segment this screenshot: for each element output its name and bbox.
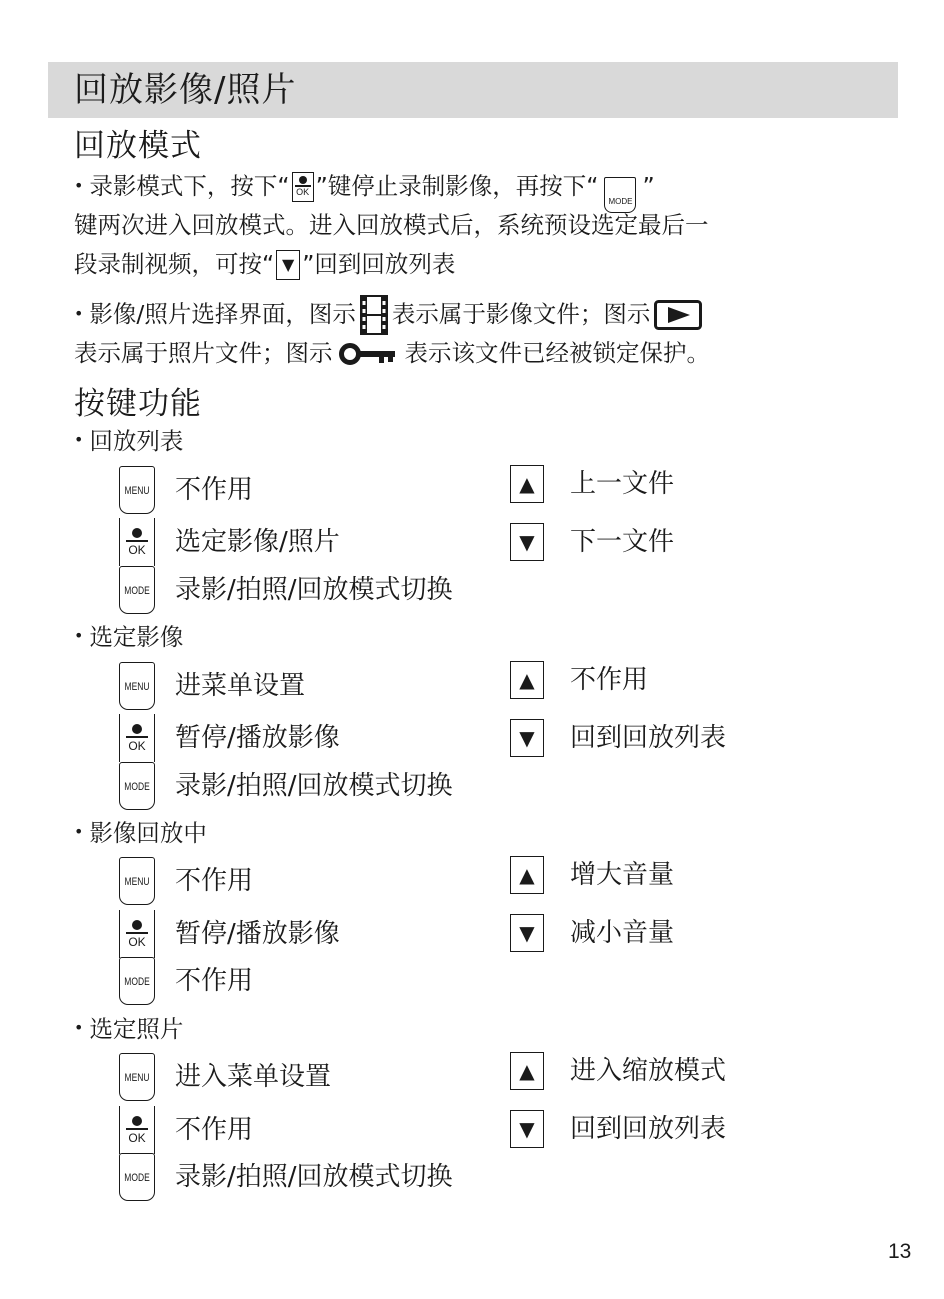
film-icon bbox=[360, 295, 388, 335]
paragraph-icon-legend bbox=[74, 295, 864, 373]
function-row-menu bbox=[119, 1053, 331, 1101]
menu-key-icon: MENU bbox=[119, 662, 155, 710]
function-label: 不作用 bbox=[175, 966, 254, 996]
down-key-icon: ▼ bbox=[510, 719, 544, 757]
mode-key-icon: MODE bbox=[119, 1153, 155, 1201]
subsection-label: 选定照片 bbox=[89, 1015, 184, 1043]
up-key-icon: ▲ bbox=[510, 856, 544, 894]
section-heading-playback-mode: 回放模式 bbox=[74, 128, 202, 164]
function-label: 上一文件 bbox=[570, 469, 675, 499]
down-key-icon: ▼ bbox=[510, 914, 544, 952]
paragraph-playback-intro bbox=[74, 167, 864, 284]
function-row-up bbox=[510, 856, 674, 894]
function-label: 录影/拍照/回放模式切换 bbox=[175, 1162, 453, 1192]
function-label: 选定影像/照片 bbox=[175, 527, 340, 557]
mode-key-icon: MODE bbox=[119, 566, 155, 614]
function-label: 回到回放列表 bbox=[570, 1114, 727, 1144]
ok-key-icon: OK bbox=[119, 1106, 155, 1154]
ok-key-icon: OK bbox=[292, 172, 314, 202]
bullet: • bbox=[74, 822, 84, 841]
up-key-icon: ▲ bbox=[510, 465, 544, 503]
text: ”回到回放列表 bbox=[302, 250, 456, 278]
mode-key-icon: MODE bbox=[119, 957, 155, 1005]
function-label: 减小音量 bbox=[570, 918, 675, 948]
down-key-icon: ▼ bbox=[276, 250, 300, 280]
text: ”键停止录制影像，再按下“ bbox=[315, 172, 599, 200]
subsection-title bbox=[74, 1013, 183, 1045]
subsection-title bbox=[74, 817, 207, 849]
bullet: • bbox=[74, 626, 84, 645]
function-row-up bbox=[510, 465, 674, 503]
subsection-title bbox=[74, 621, 183, 653]
text: 段录制视频，可按“ bbox=[74, 250, 275, 278]
function-label: 暂停/播放影像 bbox=[175, 919, 340, 949]
down-key-icon: ▼ bbox=[510, 1110, 544, 1148]
function-row-down bbox=[510, 1110, 726, 1148]
function-label: 下一文件 bbox=[570, 527, 675, 557]
menu-key-icon: MENU bbox=[119, 466, 155, 514]
text: 影像/照片选择界面，图示 bbox=[89, 300, 356, 328]
text: 表示属于影像文件；图示 bbox=[391, 300, 651, 328]
ok-key-icon: OK bbox=[119, 910, 155, 958]
subsection-label: 影像回放中 bbox=[89, 819, 207, 847]
ok-key-icon: OK bbox=[119, 714, 155, 762]
function-row-menu bbox=[119, 857, 253, 905]
text: ” bbox=[642, 172, 655, 200]
header-bar bbox=[48, 62, 898, 118]
function-label: 增大音量 bbox=[570, 860, 675, 890]
key-lock-icon bbox=[339, 342, 397, 366]
function-label: 进入缩放模式 bbox=[570, 1056, 727, 1086]
up-key-icon: ▲ bbox=[510, 661, 544, 699]
function-label: 不作用 bbox=[570, 665, 649, 695]
function-row-ok bbox=[119, 1106, 253, 1154]
function-row-ok bbox=[119, 518, 340, 566]
down-key-icon: ▼ bbox=[510, 523, 544, 561]
function-row-up bbox=[510, 661, 648, 699]
function-label: 暂停/播放影像 bbox=[175, 723, 340, 753]
subsection-label: 回放列表 bbox=[89, 427, 184, 455]
function-row-ok bbox=[119, 714, 340, 762]
function-row-menu bbox=[119, 466, 253, 514]
mode-key-icon: MODE bbox=[119, 762, 155, 810]
menu-key-icon: MENU bbox=[119, 857, 155, 905]
function-row-mode bbox=[119, 957, 253, 1005]
bullet: • bbox=[74, 1018, 84, 1037]
mode-key-icon: MODE bbox=[604, 177, 636, 213]
function-label: 回到回放列表 bbox=[570, 723, 727, 753]
text-line: 键两次进入回放模式。进入回放模式后，系统预设选定最后一 bbox=[74, 211, 709, 239]
bullet: • bbox=[74, 304, 84, 323]
function-row-down bbox=[510, 523, 674, 561]
function-row-down bbox=[510, 914, 674, 952]
function-row-mode bbox=[119, 1153, 453, 1201]
text: 表示该文件已经被锁定保护。 bbox=[404, 339, 710, 367]
text: 表示属于照片文件；图示 bbox=[74, 339, 333, 367]
function-row-mode bbox=[119, 566, 453, 614]
up-key-icon: ▲ bbox=[510, 1052, 544, 1090]
subsection-title bbox=[74, 425, 183, 457]
page-title: 回放影像/照片 bbox=[74, 70, 297, 110]
function-row-menu bbox=[119, 662, 305, 710]
menu-key-icon: MENU bbox=[119, 1053, 155, 1101]
function-label: 不作用 bbox=[175, 866, 254, 896]
play-icon bbox=[654, 300, 702, 330]
ok-key-icon: OK bbox=[119, 518, 155, 566]
function-row-ok bbox=[119, 910, 340, 958]
function-row-down bbox=[510, 719, 726, 757]
function-label: 录影/拍照/回放模式切换 bbox=[175, 771, 453, 801]
page-number: 13 bbox=[888, 1240, 912, 1263]
function-row-mode bbox=[119, 762, 453, 810]
function-label: 进入菜单设置 bbox=[175, 1062, 332, 1092]
bullet: • bbox=[74, 430, 84, 449]
function-label: 进菜单设置 bbox=[175, 671, 306, 701]
text: 录影模式下，按下“ bbox=[89, 172, 290, 200]
function-label: 不作用 bbox=[175, 1115, 254, 1145]
function-label: 录影/拍照/回放模式切换 bbox=[175, 575, 453, 605]
function-row-up bbox=[510, 1052, 726, 1090]
section-heading-key-functions: 按键功能 bbox=[74, 386, 202, 422]
subsection-label: 选定影像 bbox=[89, 623, 184, 651]
function-label: 不作用 bbox=[175, 475, 254, 505]
bullet: • bbox=[74, 176, 84, 195]
